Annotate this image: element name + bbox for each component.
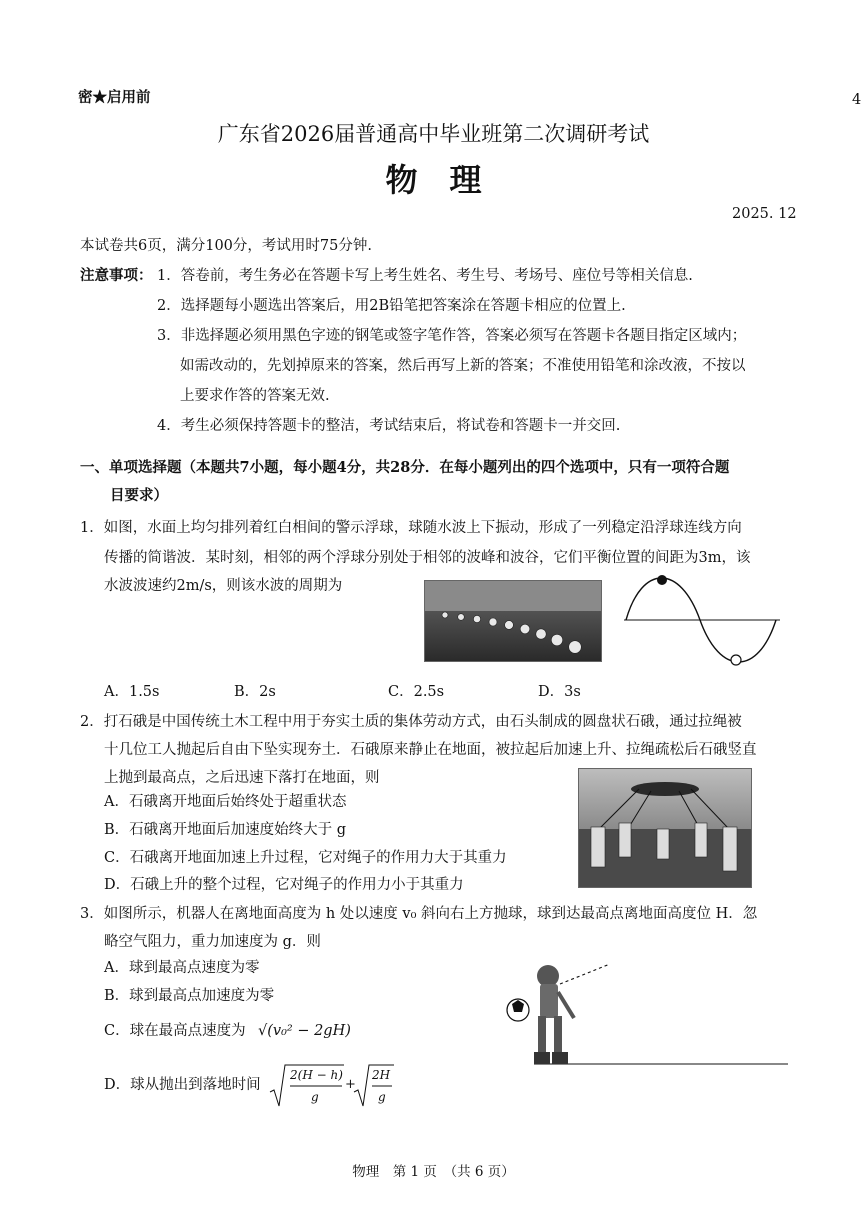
q3-option-d: D．球从抛出到落地时间 bbox=[104, 1077, 261, 1093]
q2-line: 2．打石硪是中国传统土木工程中用于夯实土质的集体劳动方式，由石头制成的圆盘状石硪，通过拉绳被 bbox=[80, 714, 742, 730]
q2-option-a: A．石硪离开地面后始终处于超重状态 bbox=[104, 794, 347, 810]
exam-date: 2025. 12 bbox=[732, 206, 797, 222]
note-item: 2．选择题每小题选出答案后，用2B铅笔把答案涂在答题卡相应的位置上. bbox=[157, 298, 626, 314]
q1-option-d: D．3s bbox=[538, 684, 581, 700]
q1-line: 水波波速约2m/s，则该水波的周期为 bbox=[104, 578, 343, 594]
q1-option-b: B．2s bbox=[234, 684, 276, 700]
frac-den: g bbox=[311, 1090, 319, 1104]
buoy-photo bbox=[424, 580, 602, 662]
note-item: 上要求作答的答案无效. bbox=[180, 388, 330, 404]
subject-title: 物 理 bbox=[385, 161, 482, 199]
corner-number: 4 bbox=[852, 92, 862, 108]
note-item: 1．答卷前，考生务必在答题卡写上考生姓名、考生号、考场号、座位号等相关信息. bbox=[157, 268, 693, 284]
intro-text: 本试卷共6页，满分100分，考试用时75分钟. bbox=[80, 238, 372, 254]
q2-option-c: C．石硪离开地面加速上升过程，它对绳子的作用力大于其重力 bbox=[104, 850, 507, 866]
robot-figure bbox=[498, 958, 792, 1070]
exam-title: 广东省2026届普通高中毕业班第二次调研考试 bbox=[217, 122, 650, 146]
q3-line: 3．如图所示，机器人在离地面高度为 h 处以速度 v₀ 斜向右上方抛球，球到达最高点离地面高度位 H．忽 bbox=[80, 906, 758, 922]
secret-mark: 密★启用前 bbox=[78, 89, 151, 106]
q3-line: 略空气阻力，重力加速度为 g．则 bbox=[104, 934, 321, 950]
note-item: 如需改动的，先划掉原来的答案，然后再写上新的答案；不准使用铅笔和涂改液，不按以 bbox=[180, 358, 746, 374]
q2-option-d: D．石硪上升的整个过程，它对绳子的作用力小于其重力 bbox=[104, 877, 464, 893]
stone-tamping-photo bbox=[578, 768, 752, 888]
q3-formula-d bbox=[268, 1062, 398, 1110]
note-item: 3．非选择题必须用黑色字迹的钢笔或签字笔作答，答案必须写在答题卡各题目指定区域内； bbox=[157, 328, 747, 344]
q2-line: 上抛到最高点，之后迅速下落打在地面，则 bbox=[104, 770, 380, 786]
plus-sign: + bbox=[345, 1077, 356, 1092]
section-heading-cont: 目要求） bbox=[110, 487, 168, 504]
note-item: 4．考生必须保持答题卡的整洁，考试结束后，将试卷和答题卡一并交回. bbox=[157, 418, 621, 434]
notes-label: 注意事项： bbox=[80, 267, 153, 284]
frac-den: g bbox=[378, 1090, 386, 1104]
q2-option-b: B．石硪离开地面后加速度始终大于 g bbox=[104, 822, 347, 838]
wave-diagram bbox=[620, 574, 788, 670]
frac-num: 2(H − h) bbox=[290, 1068, 343, 1082]
q1-option-a: A．1.5s bbox=[104, 684, 160, 700]
q3-option-b: B．球到最高点加速度为零 bbox=[104, 988, 275, 1004]
q2-line: 十几位工人抛起后自由下坠实现夯土．石硪原来静止在地面，被拉起后加速上升、拉绳疏松后石硪竖直 bbox=[104, 742, 757, 758]
q1-line: 1．如图，水面上均匀排列着红白相间的警示浮球，球随水波上下振动，形成了一列稳定沿浮球连线方向 bbox=[80, 520, 742, 536]
q3-option-c: C．球在最高点速度为 bbox=[104, 1023, 246, 1039]
q3-formula-c: √(v₀² − 2gH) bbox=[258, 1023, 351, 1039]
frac-num: 2H bbox=[372, 1068, 391, 1082]
section-heading: 一、单项选择题（本题共7小题，每小题4分，共28分．在每小题列出的四个选项中，只有一项符合题 bbox=[80, 459, 730, 476]
q1-line: 传播的简谐波．某时刻，相邻的两个浮球分别处于相邻的波峰和波谷，它们平衡位置的间距为3m，该 bbox=[104, 550, 751, 566]
q3-option-a: A．球到最高点速度为零 bbox=[104, 960, 260, 976]
page-footer: 物理 第 1 页 （共 6 页） bbox=[352, 1164, 515, 1180]
q1-option-c: C．2.5s bbox=[388, 684, 445, 700]
